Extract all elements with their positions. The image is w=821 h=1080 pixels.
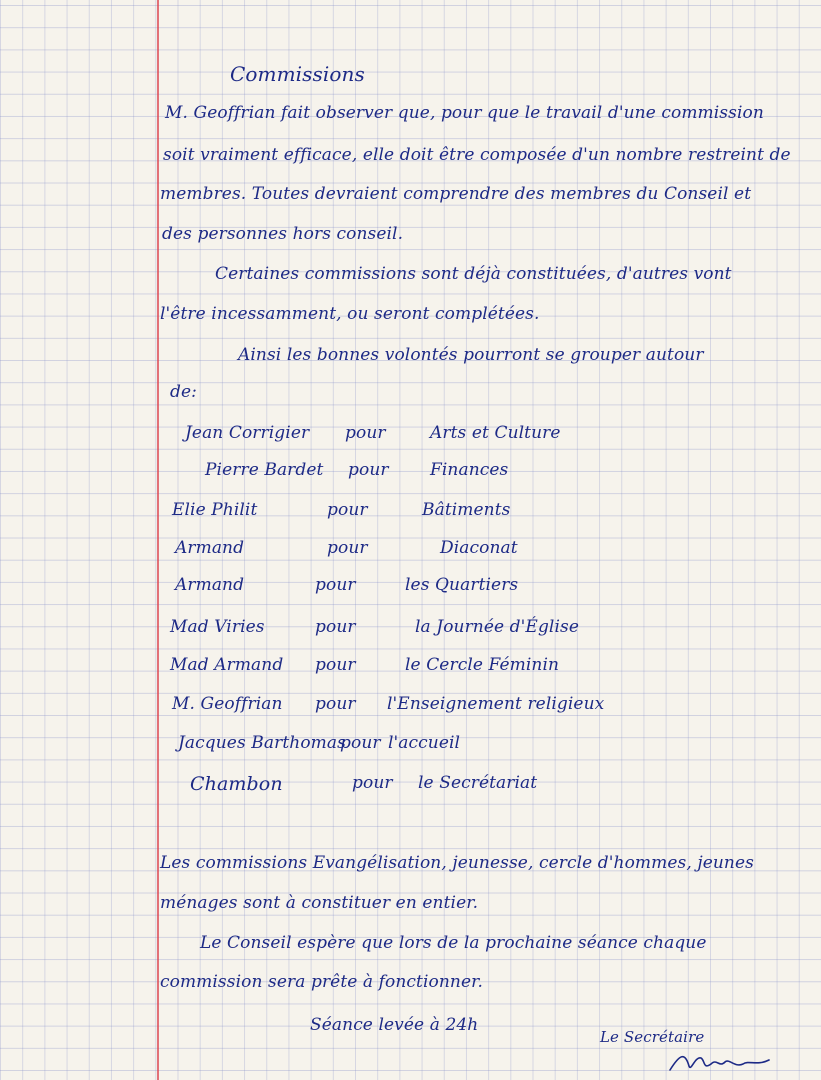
text-line: Ainsi les bonnes volontés pourront se grouper autour <box>238 345 704 365</box>
member-name: Mad Armand <box>170 655 284 675</box>
commission-name: Finances <box>430 460 509 480</box>
margin-line <box>157 0 159 1080</box>
text-line: Certaines commissions sont déjà constituées, d'autres vont <box>215 264 732 284</box>
member-name: M. Geoffrian <box>172 694 283 714</box>
pour-word: pour <box>348 460 389 480</box>
member-name: Jean Corrigier <box>185 423 310 443</box>
commission-name: l'accueil <box>388 733 461 753</box>
member-name: Mad Viries <box>170 617 265 637</box>
text-line: commission sera prête à fonctionner. <box>160 972 483 992</box>
text-line: membres. Toutes devraient comprendre des membres du Conseil et <box>160 184 752 204</box>
pour-word: pour <box>315 617 356 637</box>
commission-name: Bâtiments <box>422 500 511 520</box>
member-name: Chambon <box>190 773 283 795</box>
pour-word: pour <box>327 538 368 558</box>
assignment-row <box>185 423 745 449</box>
assignment-row <box>190 773 750 799</box>
member-name: Elie Philit <box>172 500 258 520</box>
assignment-row <box>205 460 765 486</box>
commission-name: le Cercle Féminin <box>405 655 560 675</box>
member-name: Armand <box>175 538 245 558</box>
text-line: soit vraiment efficace, elle doit être composée d'un nombre restreint de <box>163 145 791 165</box>
text-line: des personnes hors conseil. <box>162 224 404 244</box>
commission-name: le Secrétariat <box>418 773 538 793</box>
text-line: M. Geoffrian fait observer que, pour que le travail d'une commission <box>165 103 764 123</box>
assignment-row <box>170 617 730 643</box>
text-line: l'être incessamment, ou seront complétées. <box>160 304 540 324</box>
assignment-row <box>175 538 735 564</box>
commission-name: Arts et Culture <box>430 423 561 443</box>
assignment-row <box>178 733 738 759</box>
member-name: Armand <box>175 575 245 595</box>
pour-word: pour <box>315 655 356 675</box>
pour-word: pour <box>345 423 386 443</box>
pour-word: pour <box>315 575 356 595</box>
text-line: de: <box>170 382 197 402</box>
member-name: Jacques Barthomas <box>178 733 346 753</box>
commission-name: Diaconat <box>440 538 518 558</box>
page-title: Commissions <box>230 62 365 86</box>
member-name: Pierre Bardet <box>205 460 324 480</box>
assignment-row <box>170 655 730 681</box>
assignment-row <box>172 694 732 720</box>
pour-word: pour <box>352 773 393 793</box>
pour-word: pour <box>315 694 356 714</box>
commission-name: les Quartiers <box>405 575 519 595</box>
signature-title: Le Secrétaire <box>600 1028 705 1046</box>
text-line: Les commissions Evangélisation, jeunesse, cercle d'hommes, jeunes <box>160 853 754 873</box>
assignment-row <box>175 575 735 601</box>
closing-note: Séance levée à 24h <box>310 1015 479 1035</box>
commission-name: l'Enseignement religieux <box>387 694 605 714</box>
assignment-row <box>172 500 732 526</box>
text-line: ménages sont à constituer en entier. <box>160 893 479 913</box>
signature <box>665 1046 775 1076</box>
commission-name: la Journée d'Église <box>415 617 579 637</box>
text-line: Le Conseil espère que lors de la prochaine séance chaque <box>200 933 707 953</box>
pour-word: pour <box>327 500 368 520</box>
pour-word: pour <box>340 733 381 753</box>
